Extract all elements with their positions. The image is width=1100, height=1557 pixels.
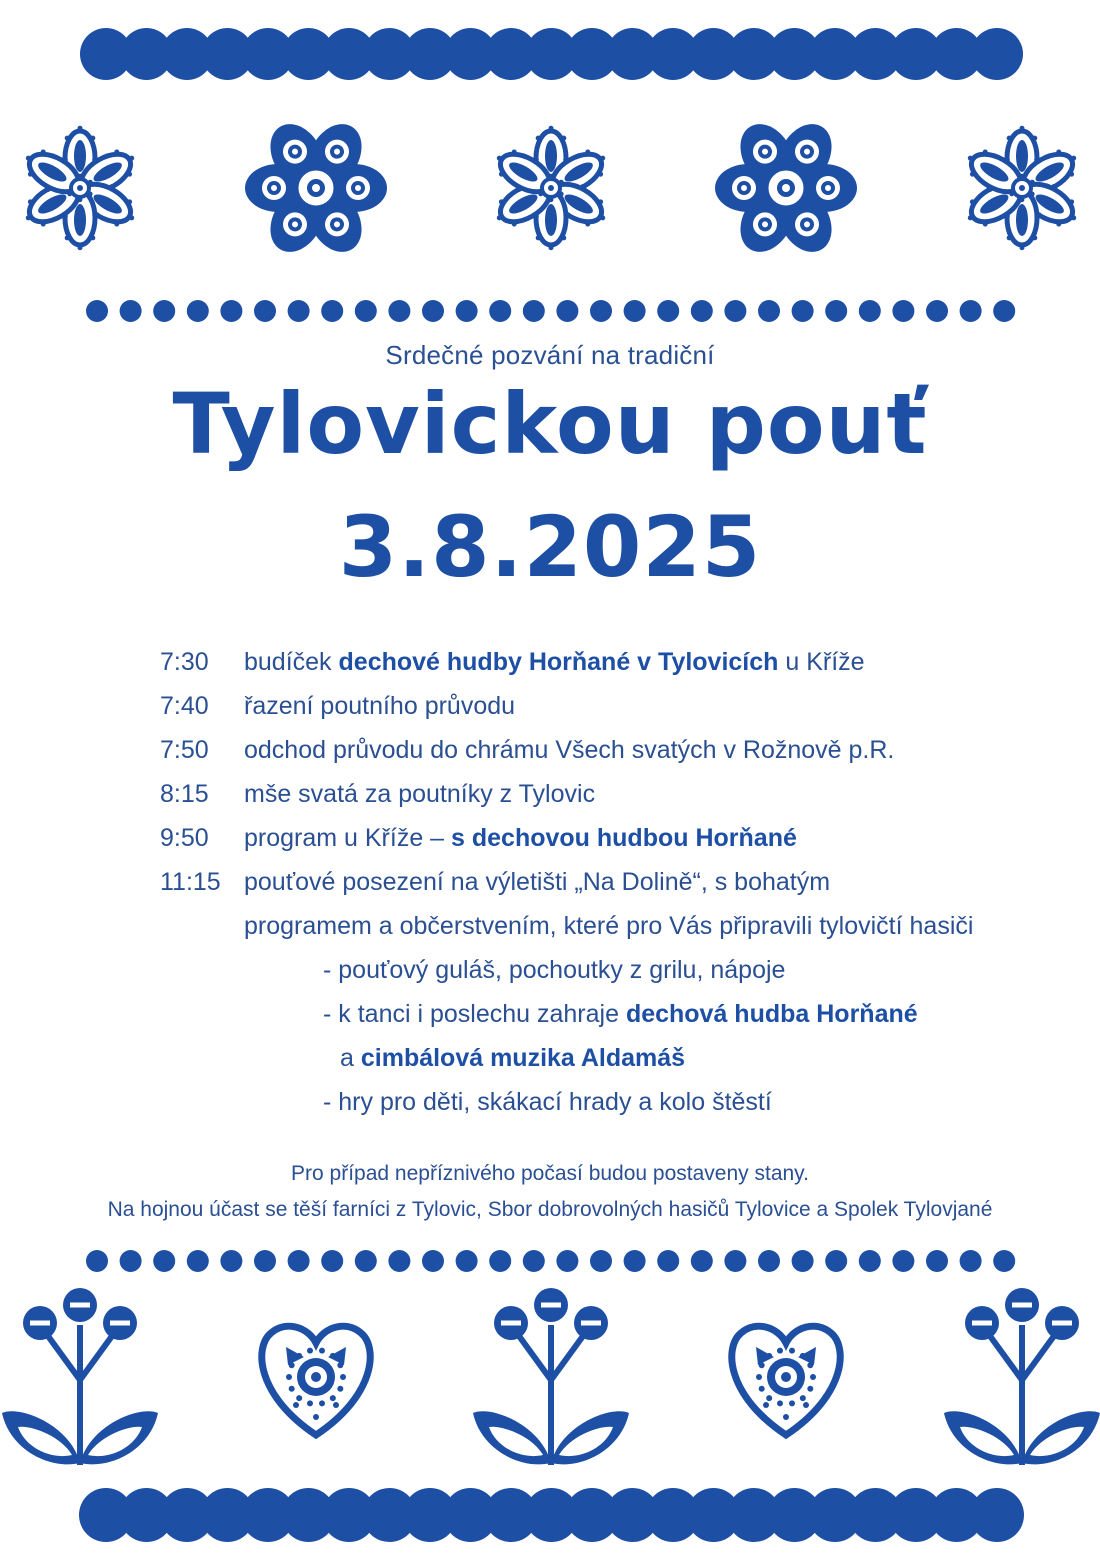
schedule-row: [160, 684, 1060, 728]
schedule-time: 7:40: [160, 692, 209, 720]
schedule-text: odchod průvodu do chrámu Všech svatých v Rožnově p.R.: [244, 736, 895, 764]
program-item-text: a cimbálová muzika Aldamáš: [340, 1044, 686, 1072]
heart-ornament-icon: [262, 1326, 370, 1435]
flower-icon: [487, 126, 614, 250]
top-dot-border: [0, 27, 1100, 81]
schedule-row: [160, 772, 1060, 816]
program-item-text: - k tanci i poslechu zahraje dechová hudba Horňané: [323, 1000, 918, 1028]
schedule-text: program u Kříže – s dechovou hudbou Horňané: [244, 824, 797, 852]
middle-dot-border-lower: [0, 1248, 1100, 1274]
folk-plant-icon: [944, 1288, 1100, 1465]
program-item: [160, 992, 1060, 1036]
schedule: [160, 640, 1060, 1124]
schedule-text: programem a občerstvením, které pro Vás připravili tylovičtí hasiči: [244, 912, 974, 940]
schedule-text: mše svatá za poutníky z Tylovic: [244, 780, 596, 808]
schedule-time: 11:15: [160, 868, 221, 896]
schedule-text: řazení poutního průvodu: [244, 692, 516, 720]
schedule-time: 7:30: [160, 648, 209, 676]
program-item-text: - hry pro děti, skákací hrady a kolo štěstí: [323, 1088, 772, 1116]
schedule-time: 8:15: [160, 780, 209, 808]
flower-icon: [16, 126, 143, 250]
event-title: Tylovickou pouť: [172, 375, 928, 473]
schedule-time: 9:50: [160, 824, 209, 852]
folk-plant-icon: [2, 1288, 158, 1465]
schedule-row: [160, 860, 1060, 904]
schedule-row: [160, 816, 1060, 860]
flower-ornament-row: [0, 90, 1100, 290]
program-item: [160, 1036, 1060, 1080]
flower-icon: [958, 126, 1085, 250]
schedule-text: pouťové posezení na výletišti „Na Dolině“, s bohatým: [244, 868, 831, 896]
folk-ornament-row: [0, 1285, 1100, 1470]
schedule-text: budíček dechové hudby Horňané v Tylovicích u Kříže: [244, 648, 865, 676]
flower-icon: [245, 115, 387, 262]
program-item: [160, 948, 1060, 992]
schedule-row: [160, 640, 1060, 684]
schedule-row-continued: [160, 904, 1060, 948]
event-date: 3.8.2025: [338, 498, 762, 596]
middle-dot-border-upper: [0, 298, 1100, 324]
flower-icon: [715, 115, 857, 262]
intro-text: Srdečné pozvání na tradiční: [385, 340, 715, 370]
folk-plant-icon: [473, 1288, 629, 1465]
heart-ornament-icon: [732, 1326, 840, 1435]
bottom-dot-border: [0, 1487, 1100, 1543]
program-item: [160, 1080, 1060, 1124]
schedule-row: [160, 728, 1060, 772]
organizers-note: Na hojnou účast se těší farníci z Tylovic, Sbor dobrovolných hasičů Tylovice a Spolek Tylovjané: [107, 1198, 993, 1221]
schedule-time: 7:50: [160, 736, 209, 764]
program-item-text: - pouťový guláš, pochoutky z grilu, nápoje: [323, 956, 786, 984]
weather-note: Pro případ nepříznivého počasí budou postaveny stany.: [291, 1162, 809, 1185]
